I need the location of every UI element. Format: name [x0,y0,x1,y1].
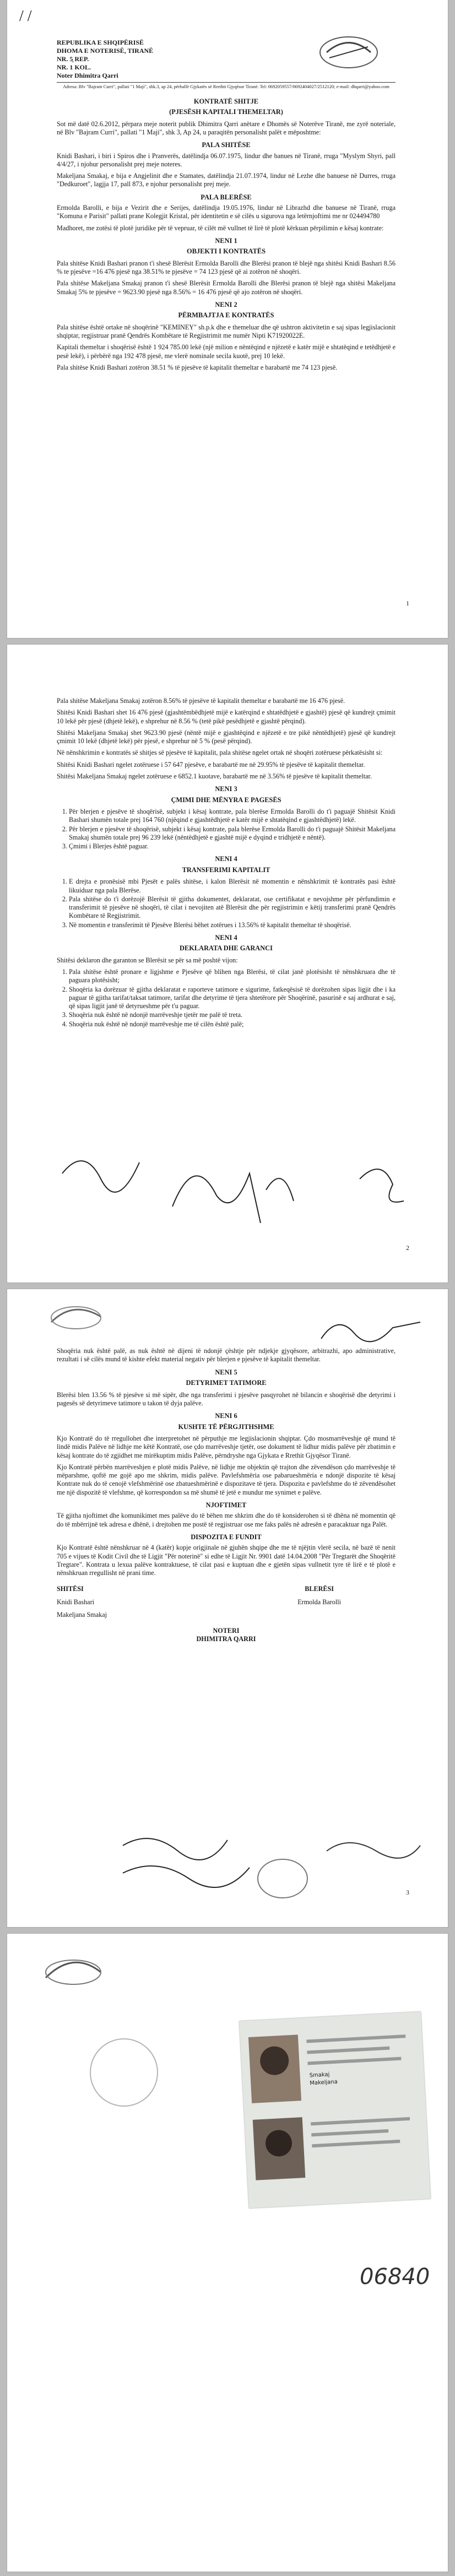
signature-icon [316,1311,426,1350]
sellers-label: SHITËSI [57,1585,84,1593]
notary-header [57,39,396,80]
document-page-4 [7,1934,448,2572]
seller-2-details: Makeljana Smakaj, e bija e Angjelinit dhe e Stamates, datëlindja 21.07.1974, lindur në Lezhe dhe banuese në Durres, rruga "Dedkuroet", lagjja 17, pall 873, e njohur personalisht prej meje. [57,172,396,188]
article-3-title: ÇMIMI DHE MËNYRA E PAGESËS [171,795,281,804]
office-title: DHOMA E NOTERISË, TIRANË [57,47,154,55]
seller-1-details: Knidi Bashari, i biri i Spiros dhe i Pranverës, datëlindja 06.07.1975, lindur dhe banues në Tiranë, rruga "Myslym Shyri, pall 4/4/27, i njohur personalisht prej meje noteres. [57,151,396,168]
signatures-icon [51,1140,409,1234]
handwritten-mark: / / [19,8,32,25]
article-2-paragraph-2: Kapitali themeltar i shoqërisë është 1 924 785.00 lekë (një milion e nëntëqind e njëzetë e katër mijë e shtatëqind e tetëdhjetë e pesë lekë), i përbërë nga 192 478 pjesë, me vlerë nominale secila kuotë, prej 10 lekë. [57,343,396,360]
final-provision-paragraph: Kjo Kontratë është nënshkruar në 4 (katër) kopje origjinale në gjuhën shqipe dhe me të njëjtin vlerë secila, në bazë të nenit 705 e vijues të Kodit Civil dhe të Ligjit "Për noterinë" si edhe të Ligjit Nr. 9901 datë 14.04.2008 "Për Tregtarët dhe Shoqëritë Tregtare". Kontrata u lexua palëve kontraktuese, të cilat pasi e kuptuan dhe e gjetën sipas vullnetit tyre të lirë e të plotë e nënshkruan rregullisht në prani time. [57,1544,396,1577]
article-3-list [57,808,396,851]
contract-subtitle: (PJESËSH KAPITALI THEMELTAR) [169,108,283,116]
article-5-title: DETYRIMET TATIMORE [186,1379,267,1387]
page-number: 1 [406,599,409,607]
document-page-3 [7,1289,448,1927]
id-card-photo-icon [239,2012,430,2209]
page2-paragraph-2: Shitësi Makeljana Smakaj shet 9623.90 pjesë (nëntë mijë e gjashtëqind e njëzetë e tre pikë nëntëdhjetë) pjesë që kundrejt çmimit 10 lekë (dhjetë lekë) për pjesë, e shprehur në 5 % (pesë përqind). [57,728,396,745]
list-item: 1. E drejta e pronësisë mbi Pjesët e palës shitëse, i kalon Blerësit në momentin e nënshkrimit të kontratës pasi është likuiduar nga pala Blerëse. [69,878,396,895]
list-item: 2. Për blerjen e pjesëve të shoqërisë, subjekt i kësaj kontrate, pala blerëse Ermolda Barolli do t'i paguajë Shitësit Makeljana Smakaj shumën totale prej 96 239 lekë (nëntëdhjetë e gjashtë mijë e dyqind e tridhjetë e nëntë). [69,825,396,842]
page2-paragraph-3: Në nënshkrimin e kontratës së shitjes së pjesëve të kapitalit, pala shitëse ngelet ortak në shoqëri zotëruese përkatësisht si: [57,749,383,757]
agreement-paragraph: Madhoret, me zotësi të plotë juridike për të vepruar, të cilët më vullnet të lirë të plotë kërkuan përpilimin e kësaj kontrate: [57,224,384,232]
document-page-1 [7,0,448,638]
nr-rep: NR. 5̱ REP. [57,55,89,63]
list-item: 4. Shoqëria nuk është në ndonjë marrëveshje me të cilën është palë; [69,1020,396,1029]
contract-title: KONTRATË SHITJE [193,97,259,105]
page-number: 2 [406,1244,409,1252]
id-card-given-name: Makeljana [310,2079,338,2087]
seller-1-name: Knidi Bashari [57,1598,95,1606]
article-1-paragraph-1: Pala shitëse Knidi Bashari pranon t'i shesë Blerësit Ermolda Barolli dhe Blerësi pranon të blejë nga shitësi Knidi Bashari 8.56 % te pjesëve =16 476 pjesë nga 38.51% te pjesëve = 74 123 pjesë që ai zotëron në shoqëri. [57,259,396,276]
page2-paragraph-1: Shitësi Knidi Bashari shet 16 476 pjesë (gjashtëmbëdhjetë mijë e katërqind e shtatëdhjetë e gjashtë) pjesë që kundrejt çmimit 10 lekë për pjesë (dhjetë lekë), e shprehur në 8.56 % (tetë pikë pesëdhjetë e gjashtë përqind). [57,708,396,725]
notary-stamp-icon [46,1300,106,1333]
article-1-paragraph-2: Pala shitëse Makeljana Smakaj pranon t'i shesë Blerësit Ermolda Barolli dhe Blerësi pranon të blejë nga shitësi Makeljana Smakaj 5% te pjesëve = 9623.90 pjesë nga 8.56% = 16 476 pjesë që ajo zotëron në shoqëri. [57,279,396,296]
article-2-title: PËRMBAJTJA E KONTRATËS [178,311,274,320]
article-2-heading: NENI 2 [215,300,237,309]
notary-name: Noter Dhimitra Qarri [57,72,118,79]
seller-2-name: Makeljana Smakaj [57,1610,107,1619]
buyer-details: Ermolda Barolli, e bija e Vezirit dhe e Serijes, datëlindja 19.05.1976, lindur në Librazhd dhe banuese në Tiranë, rruga "Komuna e Parisit" pallati prane Kolegjit Kristal, për identitetin e së cilës u sigurova nga letërnjoftimi me nr 024494780 [57,204,396,220]
document-page-2 [7,645,448,1282]
page2-paragraph-5: Shitësi Makeljana Smakaj ngelet zotëruese e 6852.1 kuotave, barabartë me në 3.56% të pjesëve të kapitalit themeltar. [57,772,372,780]
general-terms-paragraph-1: Kjo Kontratë do të rregullohet dhe interpretohet në përputhje me legjislacionin shqiptar. Çdo mosmarrëveshje që mund të lindë midis Palëve në lidhje me këtë Kontratë, ose çdo marrëveshje tjetër, ose dokument të lidhur midis palëve për zbatimin e kësaj kontrate do të zgjidhet me mirëkuptim midis Palëve, përndryshe nga Gjykata e Rrethit Gjyqësor Tiranë. [57,1435,396,1459]
general-terms-paragraph-2: Kjo Kontratë përbën marrëveshjen e plotë midis Palëve, në lidhje me objektin që trajton dhe zëvendëson çdo marrëveshje të mëparshme, qoftë me gojë apo me shkrim, midis palëve. Pavlefshmëria ose pabarueshmëria e ndonjë dispozite të kësaj Kontrate nuk do të cenojë vlefshmërinë ose zbatueshmërinë e dispozitave të tjera. Dispozita e pavlefshme do të zëvendësohet me një dispozitë të vlefshme, që korrespondon sa më shumë të jetë e mundur me synimet e palëve. [57,1463,396,1496]
handwritten-number: 06840 [360,2264,430,2290]
id-card-surname: Smakaj [309,2071,330,2079]
list-item: 2. Shoqëria ka dorëzuar të gjitha deklaratat e raporteve tatimore e sigurime, fatkeqësisë të dorëzohen sipas ligjit dhe i ka paguar të gjitha tarifat/taksat tatimore, tarifat dhe detyrime të tjera shtetërore për Shoqërinë, pasurinë e saj ardhurat e saj, që sipas ligjit janë të detyrueshme për t'u paguar. [69,986,396,1011]
list-item: 3. Në momentin e transferimit të Pjesëve Blerësi bëhet zotërues i 13.56% të kapitalit themeltar të shoqërisë. [69,921,396,929]
id-card-image [239,2012,430,2209]
buyer-signature-column [243,1585,396,1623]
seal-icon [90,2038,158,2107]
final-provision-heading: DISPOZITA E FUNDIT [191,1533,262,1541]
list-item: 2. Pala shitëse do t'i dorëzojë Blerësit të gjitha dokumentet, deklaratat, ose certifikatat e nevojshme për përfundimin e transferimit të pjesëve në shoqëri, të cilat i nevojiten atë Blerësit dhe për regjistrimin e këtij transferimi pranë Qendrës Kombëtare të Regjistrimit. [69,895,396,921]
buyer-label: BLERËSI [305,1585,334,1593]
article-1-heading: NENI 1 [215,236,237,245]
page-number: 3 [406,1888,409,1896]
article-5-intro: Shitësi deklaron dhe garanton se Blerësit se për sa më poshtë vijon: [57,956,238,964]
page2-paragraph-4: Shitësi Knidi Bashari ngelet zotëruese i 57 647 pjesëve, e barabartë me në 29.95% të pjesëve të kapitalit themeltar. [57,760,365,769]
article-3-heading: NENI 3 [215,785,237,793]
signatures-icon [117,1829,426,1906]
republic-title: REPUBLIKA E SHQIPËRISË [57,39,144,46]
article-6-heading: NENI 6 [215,1412,237,1420]
article-6-title: KUSHTE TË PËRGJITHSHME [178,1422,274,1431]
article-1-title: OBJEKTI I KONTRATËS [187,247,266,256]
article-4-heading: NENI 4 [215,855,237,863]
list-item: 3. Shoqëria nuk është në ndonjë marrëveshje tjetër me palë të treta. [69,1011,396,1019]
notary-name: DHIMITRA QARRI [196,1635,256,1643]
buyer-heading: PALA BLERËSE [201,193,252,201]
sellers-heading: PALA SHITËSE [202,141,251,149]
signature-block [57,1585,396,1623]
page3-item-4: Shoqëria nuk është palë, as nuk është në dijeni të ndonjë çështje për ndjekje gjyqësore, arbitrazhi, apo administrative, rezultati i së cilës mund të kishte efekt material negativ për blerjen e pjesëve të kapitalit themeltar. [57,1347,396,1363]
notifications-heading: NJOFTIMET [205,1501,247,1509]
page2-paragraph-0: Pala shitëse Makeljana Smakaj zotëron 8.56% të pjesëve të kapitalit themeltar e barabartë me 16 476 pjesë. [57,697,345,705]
tax-paragraph: Blerësi blen 13.56 % të pjesëve si më sipër, dhe nga transferimi i pjesëve pasqyrohet në bilancin e shoqërisë dhe detyrimi i pagesës së detyrimeve tatimore u takon të dyja palëve. [57,1390,396,1407]
article-4-title: TRANSFERIMI KAPITALIT [182,865,270,874]
article-2-paragraph-1: Pala shitëse është ortake në shoqërinë "KEMINEY" sh.p.k dhe e themeluar dhe që ushtron aktivitetin e saj sipas legjislacionit shqiptar, regjistruar pranë Qendrës Kombëtare të Regjistrimit me numër Nipti K71920022E. [57,323,396,340]
article-5-title: DEKLARATA DHE GARANCI [180,944,273,953]
list-item: 1. Për blerjen e pjesëve të shoqërisë, subjekt i kësaj kontrate, pala blerëse Ermolda Barolli do t'i paguajë Shitësit Knidi Bashari shumën totale prej 164 760 (njëqind e gjashtëdhjetë e katër mijë e shtatëqind e gjashtëdhjetë) lekë. [69,808,396,825]
nr-kol: NR. 1 KOL. [57,63,91,71]
notifications-paragraph: Të gjitha njoftimet dhe komunikimet mes palëve do të bëhen me shkrim dhe do të konsiderohen si të dhëna në momentin që do të mbërrijnë tek adresa e dhënë, i drejtohen me postë të regjistruar ose me faks palës në adresën e paracaktuar nga Palët. [57,1512,396,1528]
notary-stamp-icon [40,1950,106,1989]
article-5-heading: NENI 5 [215,1368,237,1376]
notary-label: NOTERI [213,1627,240,1635]
list-item: 3. Çmimi i Blerjes është paguar. [69,842,396,851]
buyer-name: Ermolda Barolli [297,1598,342,1606]
article-2-paragraph-3: Pala shitëse Knidi Bashari zotëron 38.51 % të pjesëve të kapitalit themeltar e barabartë me 74 123 pjesë. [57,363,338,371]
article-4-list [57,878,396,929]
notary-address: Adresa: Blv "Bajram Curri", pallati "1 Maji", shk.3, ap 24, përballë Gjykatës së Rrethit Gjyqësor Tiranë. Tel: 0692059557/0692404027/2512120; e-mail: dhqarri@yahoo.com [57,82,396,90]
sellers-signature-column [57,1585,209,1623]
article-5-list [57,968,396,1029]
intro-paragraph: Sot më datë 02.6.2012, përpara meje noterit publik Dhimitra Qarri anëtare e Dhomës së Noterëve Tiranë, me zyrë noteriale, në Blv "Bajram Curri", pallati "1 Maji", shk 3, Ap 24, u paraqitën personalisht palët e mëposhtme: [57,120,396,136]
list-item: 1. Pala shitëse është pronare e ligjshme e Pjesëve që blihen nga Blerësi, të cilat janë plotësisht të nënshkruara dhe të paguara plotësisht; [69,968,396,985]
article-5-heading: NENI 4 [215,933,237,941]
